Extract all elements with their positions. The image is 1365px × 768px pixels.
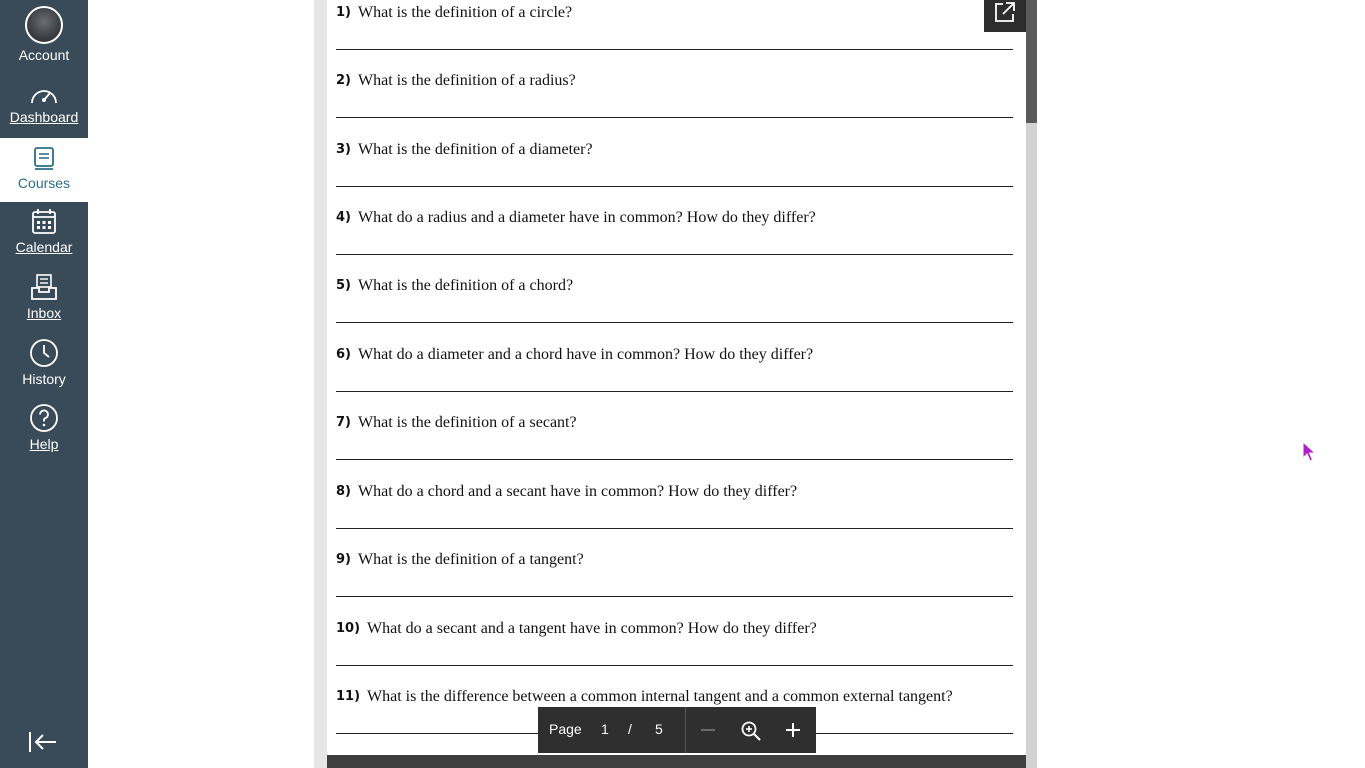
answer-line (336, 665, 1013, 666)
answer-line (336, 49, 1013, 50)
document-page (327, 0, 1026, 755)
question-4 (336, 207, 1016, 257)
page-bottom-strip (327, 755, 1026, 768)
answer-line (336, 459, 1013, 460)
question-number: 9) (336, 552, 351, 567)
current-page-input[interactable]: 1 (601, 721, 609, 737)
nav-history-label: History (22, 371, 66, 387)
question-number: 2) (336, 73, 351, 88)
zoom-reset-icon[interactable] (740, 720, 762, 742)
collapse-nav-icon[interactable] (28, 729, 58, 755)
question-number: 8) (336, 484, 351, 499)
answer-line (336, 391, 1013, 392)
question-8 (336, 481, 1016, 531)
courses-icon (31, 146, 57, 172)
answer-line (336, 528, 1013, 529)
nav-calendar[interactable] (0, 208, 88, 255)
nav-account[interactable] (0, 6, 88, 63)
question-text: What do a radius and a diameter have in common? How do they differ? (358, 209, 816, 226)
question-number: 4) (336, 210, 351, 225)
answer-line (336, 186, 1013, 187)
zoom-out-icon[interactable] (698, 720, 718, 740)
question-number: 5) (336, 278, 351, 293)
question-text: What is the definition of a tangent? (358, 551, 584, 568)
nav-inbox-label: Inbox (26, 305, 62, 321)
question-9 (336, 549, 1016, 599)
question-text: What is the definition of a secant? (358, 414, 577, 431)
nav-courses[interactable] (0, 138, 88, 202)
question-text: What do a diameter and a chord have in common? How do they differ? (358, 346, 814, 363)
answer-line (336, 596, 1013, 597)
question-text: What do a chord and a secant have in common? How do they differ? (358, 483, 798, 500)
question-10 (336, 618, 1016, 668)
global-nav (0, 0, 88, 768)
nav-dashboard-label: Dashboard (9, 109, 79, 125)
page-label: Page (549, 721, 582, 737)
question-1 (336, 2, 1016, 52)
nav-courses-label: Courses (17, 175, 71, 191)
answer-line (336, 322, 1013, 323)
question-text: What do a secant and a tangent have in common? How do they differ? (367, 620, 817, 637)
question-number: 3) (336, 142, 351, 157)
inbox-icon (29, 274, 59, 302)
question-text: What is the definition of a diameter? (358, 141, 593, 158)
pdf-toolbar (538, 707, 816, 753)
question-text: What is the definition of a radius? (358, 72, 576, 89)
calendar-icon (30, 208, 58, 236)
question-number: 1) (336, 5, 351, 20)
question-7 (336, 412, 1016, 462)
toolbar-divider (685, 707, 686, 753)
nav-help[interactable] (0, 403, 88, 452)
open-in-new-window-button[interactable] (984, 0, 1026, 32)
total-pages: 5 (655, 721, 663, 737)
nav-dashboard[interactable] (0, 84, 88, 125)
scrollbar-thumb[interactable] (1026, 0, 1037, 123)
nav-calendar-label: Calendar (15, 239, 73, 255)
question-text: What is the difference between a common internal tangent and a common external tangent? (367, 688, 953, 705)
answer-line (336, 254, 1013, 255)
question-text: What is the definition of a chord? (358, 277, 574, 294)
nav-help-label: Help (29, 436, 59, 452)
document-viewer (314, 0, 1037, 768)
help-icon (29, 403, 59, 433)
avatar (25, 6, 63, 44)
question-5 (336, 275, 1016, 325)
question-number: 11) (336, 689, 361, 704)
external-link-icon (984, 0, 1026, 32)
mouse-cursor-icon (1302, 441, 1318, 463)
zoom-in-icon[interactable] (783, 720, 803, 740)
dashboard-icon (29, 84, 59, 106)
question-text: What is the definition of a circle? (358, 4, 573, 21)
clock-icon (29, 338, 59, 368)
question-3 (336, 139, 1016, 189)
question-2 (336, 70, 1016, 120)
nav-history[interactable] (0, 338, 88, 387)
question-number: 6) (336, 347, 351, 362)
question-number: 7) (336, 415, 351, 430)
page-separator: / (628, 721, 632, 737)
answer-line (336, 117, 1013, 118)
question-number: 10) (336, 621, 361, 636)
question-6 (336, 344, 1016, 394)
nav-inbox[interactable] (0, 274, 88, 321)
nav-account-label: Account (18, 47, 70, 63)
